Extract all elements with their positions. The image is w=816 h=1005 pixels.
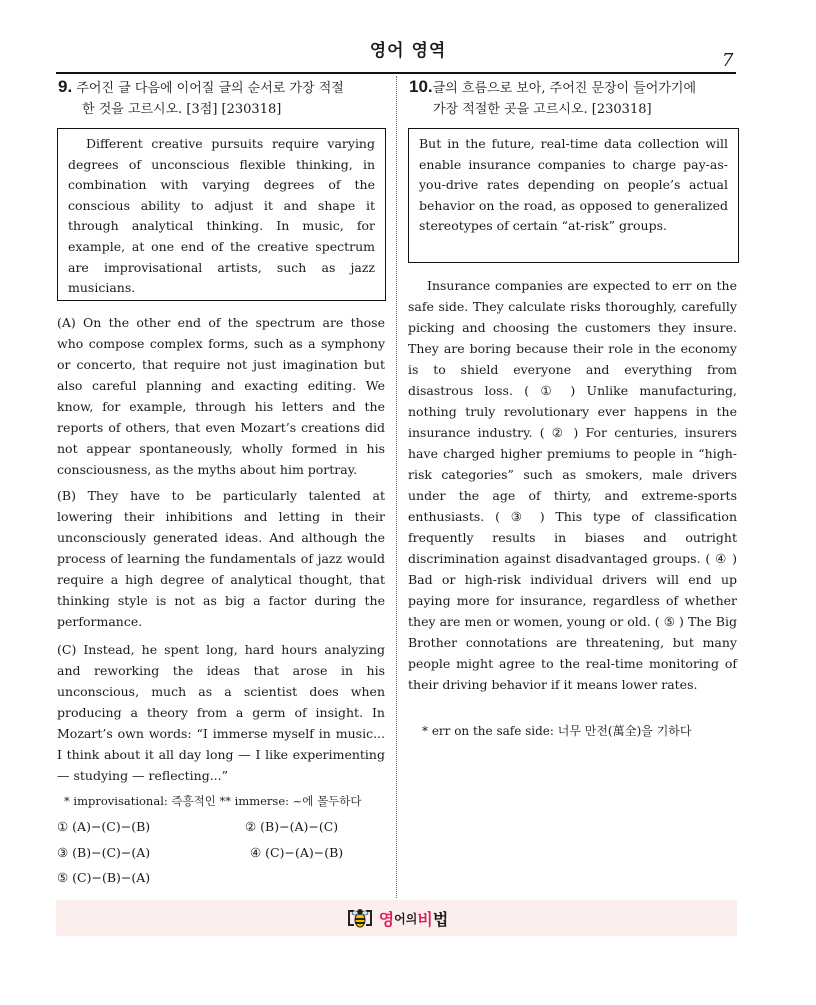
question-10-passage: Insurance companies are expected to err on the safe side. They calculate risks thoroughly, carefully picking and choosing the customers they insure. They are boring because their role in the economy is to shield everyone and everything from disastrous loss. ( ① ) Unlike manufacturing, nothing truly revolutionary ever happens in the insurance industry. ( ② ) For centuries, insurers have charged higher premiums to people in “high-risk categories” such as smokers, male drivers under the age of thirty, and extreme-sports enthusiasts. ( ③ ) This type of classification frequently results in biases and outright discrimination against disadvantaged groups. ( ④ ) Bad or high-risk individual drivers will end up paying more for insurance, regardless of whether they are men or women, young or old. ( ⑤ ) The Big Brother connotations are threatening, but many people might agree to the real-time monitoring of their driving behavior if it means lower rates.	[408, 278, 737, 692]
question-10-header	[409, 76, 739, 120]
question-10-given-sentence: But in the future, real-time data collection will enable insurance companies to charge pay-as-you-drive rates depending on people’s actual behavior on the road, as opposed to generalized stereotypes of certain “at-risk” groups.	[408, 128, 739, 263]
question-9-instruction-line2: 한 것을 고르시오. [3점] [230318]	[82, 102, 282, 117]
question-9-instruction-line1: 주어진 글 다음에 이어질 글의 순서로 가장 적절	[76, 81, 344, 96]
question-9-paragraph-b: (B) They have to be particularly talented at lowering their inhibitions and letting in their unconsciously generated ideas. And although the process of learning the fundamentals of jazz would require a high degree of analytical thought, that thinking style is not as big a factor during the performance.	[57, 488, 385, 629]
question-9-number: 9.	[58, 77, 73, 96]
answer-option-2[interactable]: ② (B)−(A)−(C)	[245, 819, 339, 834]
answer-option-3[interactable]: ③ (B)−(C)−(A)	[57, 845, 151, 860]
question-9-paragraph-a: (A) On the other end of the spectrum are those who compose complex forms, such as a symphony or concerto, that require not just imagination but also careful planning and exacting editing. We know, for example, through his letters and the reports of others, that even Mozart’s creations did not appear spontaneously, wholly formed in his consciousness, as the myths about him portray.	[57, 315, 385, 477]
brand-logo	[345, 904, 449, 932]
answer-option-4[interactable]: ④ (C)−(A)−(B)	[250, 845, 344, 860]
logo-text-4: 법	[432, 909, 449, 929]
answer-option-1[interactable]: ① (A)−(C)−(B)	[57, 819, 151, 834]
question-9-paragraph-c: (C) Instead, he spent long, hard hours analyzing and reworking the ideas that arose in his unconscious, much as a scientist does when producing a theory from a germ of insight. In Mozart’s own words: “I immerse myself in music... I think about it all day long — I like experimenting — studying — reflecting...”	[57, 642, 385, 783]
question-9-given-text: Different creative pursuits require varying degrees of unconscious flexible thinking, in combination with varying degrees of the conscious ability to adjust it and shape it through analytical thinking. In music, for example, at one end of the creative spectrum are improvisational artists, such as jazz musicians.	[57, 128, 386, 301]
answer-option-5[interactable]: ⑤ (C)−(B)−(A)	[57, 870, 151, 885]
question-10-instruction-line1: 글의 흐름으로 보아, 주어진 문장이 들어가기에	[432, 81, 697, 96]
header-divider	[56, 72, 736, 74]
page-number: 7	[722, 50, 734, 71]
question-9-footnote: * improvisational: 즉흥적인 ** immerse: ~에 몰두하다	[64, 794, 362, 808]
logo-text-2: 어의	[394, 911, 418, 926]
column-divider	[396, 76, 397, 898]
logo-text-3: 비	[417, 909, 433, 929]
bee-icon	[345, 904, 375, 932]
footer-band	[56, 900, 737, 936]
question-10-number: 10.	[409, 77, 433, 96]
question-9-header	[58, 76, 388, 120]
section-title: 영어 영역	[369, 41, 447, 61]
logo-text-1: 영	[378, 909, 395, 929]
question-10-footnote: * err on the safe side: 너무 만전(萬全)을 기하다	[422, 724, 692, 738]
question-10-instruction-line2: 가장 적절한 곳을 고르시오. [230318]	[433, 102, 652, 117]
